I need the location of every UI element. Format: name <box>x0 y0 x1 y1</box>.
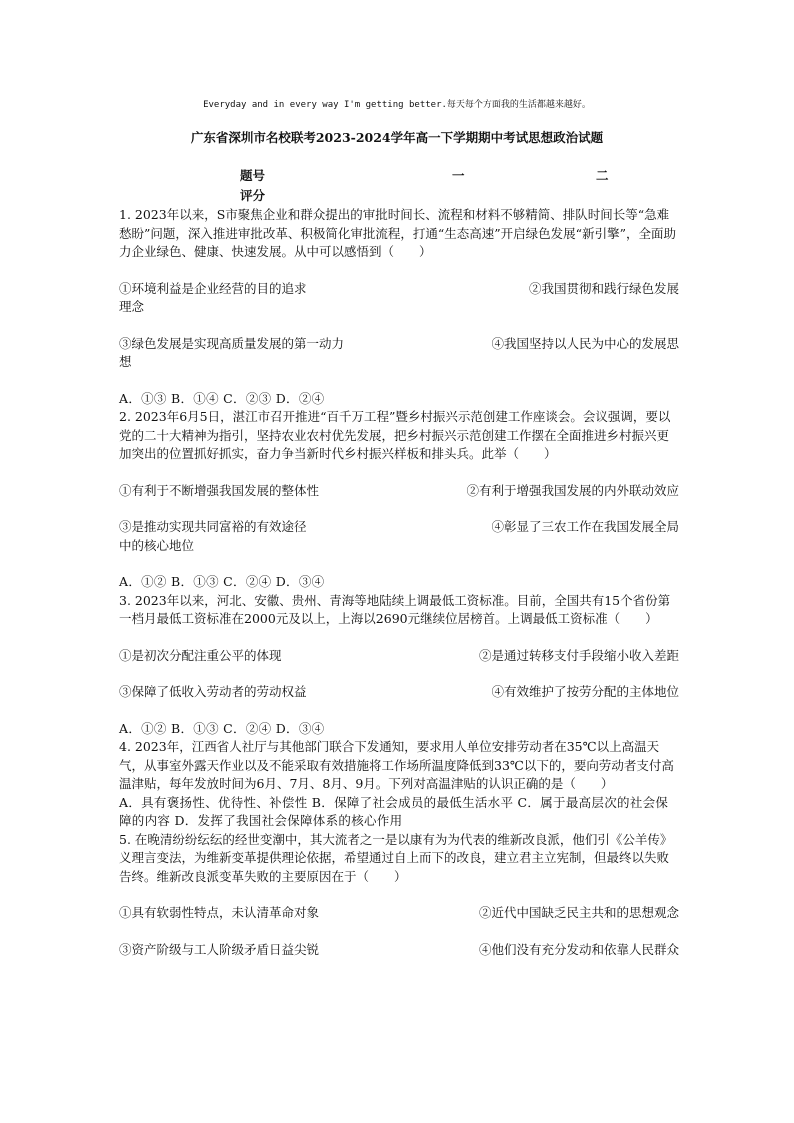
exam-title: 广东省深圳市名校联考2023-2024学年高一下学期期中考试思想政治试题 <box>190 130 604 145</box>
question-5-option-2: ②近代中国缺乏民主共和的思想观念 <box>478 905 679 920</box>
question-4-stem: 4. 2023年，江西省人社厅与其他部门联合下发通知，要求用人单位安排劳动者在35℃以上高温天气，从事室外露天作业以及不能采取有效措施将工作场所温度降低到33℃以下的，要向劳动者支付高温津贴，每年发放时间为6月、7月、8月、9月。下列对高温津贴的认识正确的是（ ） <box>119 739 674 791</box>
question-1-options-row-2 <box>119 335 679 354</box>
question-5-option-1: ①具有软弱性特点，未认清革命对象 <box>119 905 320 920</box>
question-3-options-row-1 <box>119 647 679 666</box>
question-1-option-1: ①环境利益是企业经营的目的追求 <box>119 280 307 296</box>
question-3-option-3: ③保障了低收入劳动者的劳动权益 <box>119 684 307 699</box>
questions <box>119 206 679 959</box>
question-2-option-4-continued: 中的核心地位 <box>119 537 195 553</box>
header-motto: Everyday and in every way I'm getting better.每天每个方面我的生活都越来越好。 <box>203 100 591 110</box>
question-1-option-4: ④我国坚持以人民为中心的发展思 <box>491 335 679 351</box>
score-table <box>240 166 660 206</box>
question-5-options-row-2 <box>119 941 679 960</box>
question-5-option-4: ④他们没有充分发动和依靠人民群众 <box>478 941 679 957</box>
question-2-stem: 2. 2023年6月5日，湛江市召开推进“百千万工程”暨乡村振兴示范创建工作座谈会。会议强调，要以党的二十大精神为指引，坚持农业农村优先发展，把乡村振兴示范创建工作摆在全面推进乡村振兴更加突出的位置抓好抓实，奋力争当新时代乡村振兴样板和排头兵。此举（ ） <box>119 409 671 461</box>
score-label: 评分 <box>240 188 266 203</box>
question-5-stem: 5. 在晚清纷纷纭纭的经世变潮中，其大流者之一是以康有为为代表的维新改良派，他们引《公羊传》义理言变法，为维新变革提供理论依据，希望通过自上而下的改良，建立君主立宪制，但最终以失败告终。维新改良派变革失败的主要原因在于（ ） <box>119 831 673 884</box>
question-1-option-3: ③绿色发展是实现高质量发展的第一动力 <box>119 335 345 351</box>
score-table-header-row <box>240 166 660 186</box>
score-table-score-row <box>240 186 660 206</box>
section-two-header: 二 <box>596 168 609 183</box>
question-3-option-1: ①是初次分配注重公平的体现 <box>119 647 282 663</box>
question-2-options-row-2 <box>119 518 679 537</box>
question-2-option-3: ③是推动实现共同富裕的有效途径 <box>119 519 307 534</box>
question-2-option-4: ④彰显了三农工作在我国发展全局 <box>491 519 679 534</box>
question-5-option-3: ③资产阶级与工人阶级矛盾日益尖锐 <box>119 941 320 957</box>
section-one-header: 一 <box>452 168 465 183</box>
question-2-options-row-1 <box>119 482 679 501</box>
question-2-choices: A．①② B．①③ C．②④ D．③④ <box>119 574 325 589</box>
question-3-choices: A．①② B．①③ C．②④ D．③④ <box>119 720 325 736</box>
question-1-option-2-continued: 理念 <box>119 299 145 314</box>
question-3-options-row-2 <box>119 683 679 702</box>
question-1-options-row-1 <box>119 280 679 299</box>
question-number-label: 题号 <box>240 168 266 183</box>
question-1-choices: A．①③ B．①④ C．②③ D．②④ <box>119 390 325 406</box>
question-3-option-4: ④有效维护了按劳分配的主体地位 <box>491 684 679 699</box>
question-1-option-2: ②我国贯彻和践行绿色发展 <box>528 280 679 296</box>
question-1-option-4-continued: 想 <box>119 354 132 369</box>
question-3-option-2: ②是通过转移支付手段缩小收入差距 <box>478 647 679 663</box>
question-1-stem: 1. 2023年以来，S市聚焦企业和群众提出的审批时间长、流程和材料不够精简、排队时间长等“急难愁盼”问题，深入推进审批改革、积极简化审批流程，打通“生态高速”开启绿色发展“新引擎”，全面助力企业绿色、健康、快速发展。从中可以感悟到（ ） <box>119 207 676 259</box>
question-4-choices: A．具有褒扬性、优待性、补偿性 B．保障了社会成员的最低生活水平 C．属于最高层次的社会保障的内容 D．发挥了我国社会保障体系的核心作用 <box>119 794 669 828</box>
question-3-stem: 3. 2023年以来，河北、安徽、贵州、青海等地陆续上调最低工资标准。目前，全国共有15个省份第一档月最低工资标准在2000元及以上，上海以2690元继续位居榜首。上调最低工资标准（ ） <box>119 592 671 626</box>
question-2-option-2: ②有利于增强我国发展的内外联动效应 <box>466 482 679 498</box>
question-2-option-1: ①有利于不断增强我国发展的整体性 <box>119 482 320 498</box>
question-5-options-row-1 <box>119 904 679 923</box>
